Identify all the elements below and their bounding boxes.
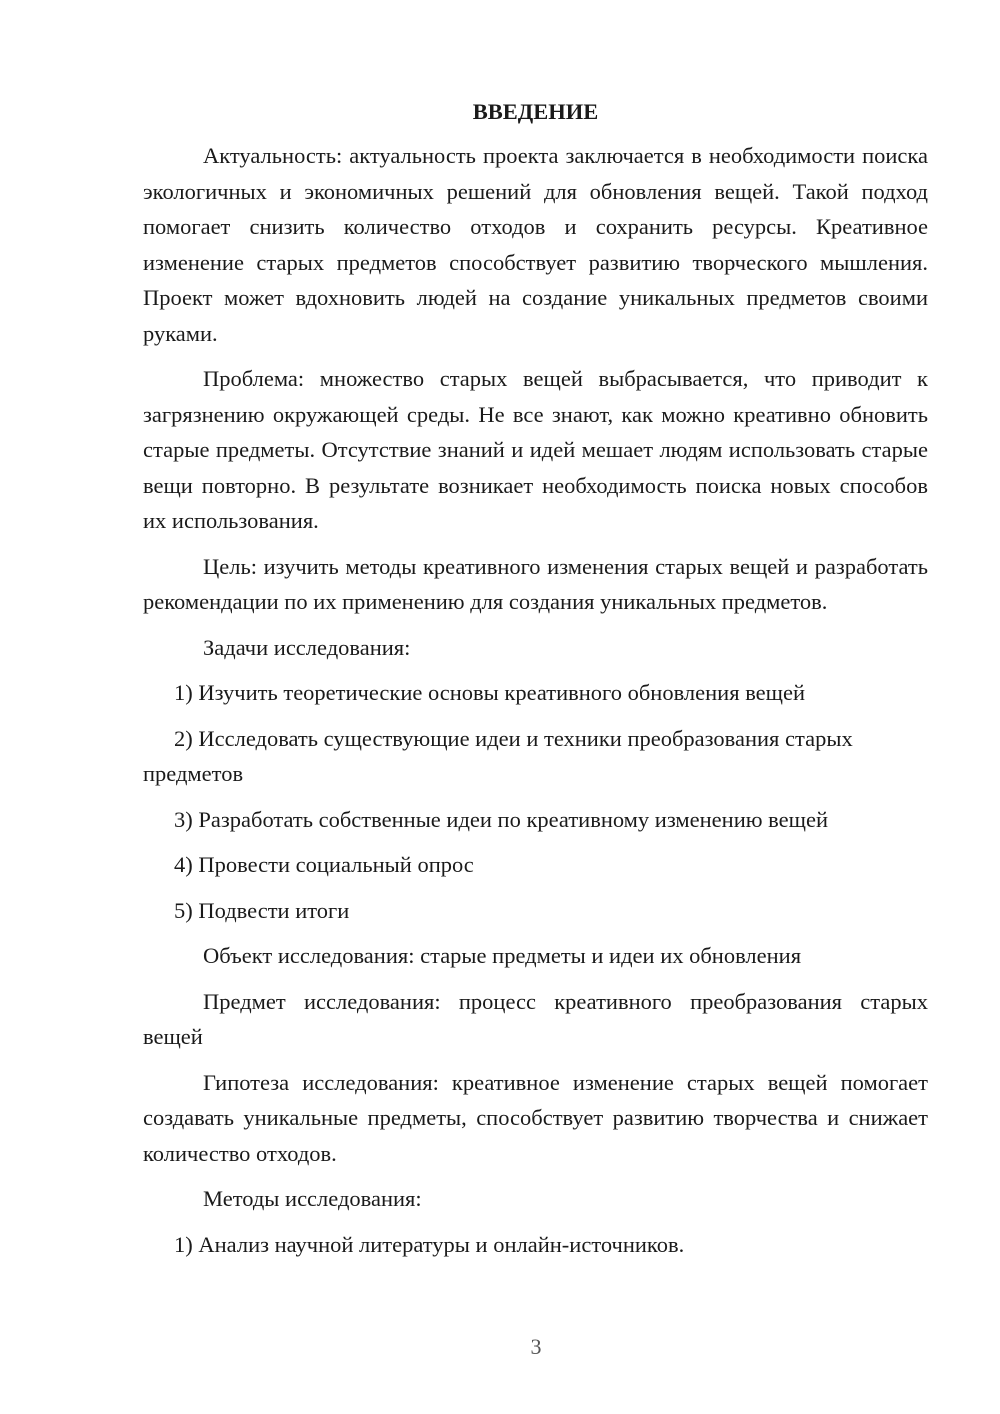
method-item: 1) Анализ научной литературы и онлайн-источников. bbox=[174, 1231, 685, 1257]
task-item: 2) Исследовать существующие идеи и техники преобразования старых предметов bbox=[143, 725, 853, 786]
problem-paragraph: Проблема: множество старых вещей выбрасывается, что приводит к загрязнению окружающей среды. Не все знают, как можно креативно обновить старые предметы. Отсутствие знаний и идей мешает людям использовать старые вещи повторно. В результате возникает необходимость поиска новых способов их использования. bbox=[143, 366, 928, 533]
hypothesis-paragraph: Гипотеза исследования: креативное изменение старых вещей помогает создавать уникальные предметы, способствует развитию творчества и снижает количество отходов. bbox=[143, 1069, 928, 1166]
tasks-heading: Задачи исследования: bbox=[203, 634, 411, 660]
methods-heading: Методы исследования: bbox=[203, 1186, 422, 1211]
relevance-paragraph: Актуальность: актуальность проекта заключается в необходимости поиска экологичных и экономичных решений для обновления вещей. Такой подход помогает снизить количество отходов и сохранить ресурсы. Креативное изменение старых предметов способствует развитию творческого мышления. Проект может вдохновить людей на создание уникальных предметов своими руками. bbox=[143, 143, 928, 346]
subject-paragraph: Предмет исследования: процесс креативного преобразования старых вещей bbox=[143, 988, 928, 1049]
object-paragraph: Объект исследования: старые предметы и идеи их обновления bbox=[203, 943, 802, 968]
task-item: 3) Разработать собственные идеи по креативному изменению вещей bbox=[174, 806, 829, 832]
task-item: 5) Подвести итоги bbox=[174, 897, 350, 923]
page-number: 3 bbox=[530, 1334, 542, 1359]
goal-paragraph: Цель: изучить методы креативного изменения старых вещей и разработать рекомендации по их применению для создания уникальных предметов. bbox=[143, 553, 928, 614]
section-title: ВВЕДЕНИЕ bbox=[472, 99, 599, 124]
page-content bbox=[143, 94, 928, 1272]
task-item: 1) Изучить теоретические основы креативного обновления вещей bbox=[174, 680, 806, 705]
task-item: 4) Провести социальный опрос bbox=[174, 852, 474, 877]
